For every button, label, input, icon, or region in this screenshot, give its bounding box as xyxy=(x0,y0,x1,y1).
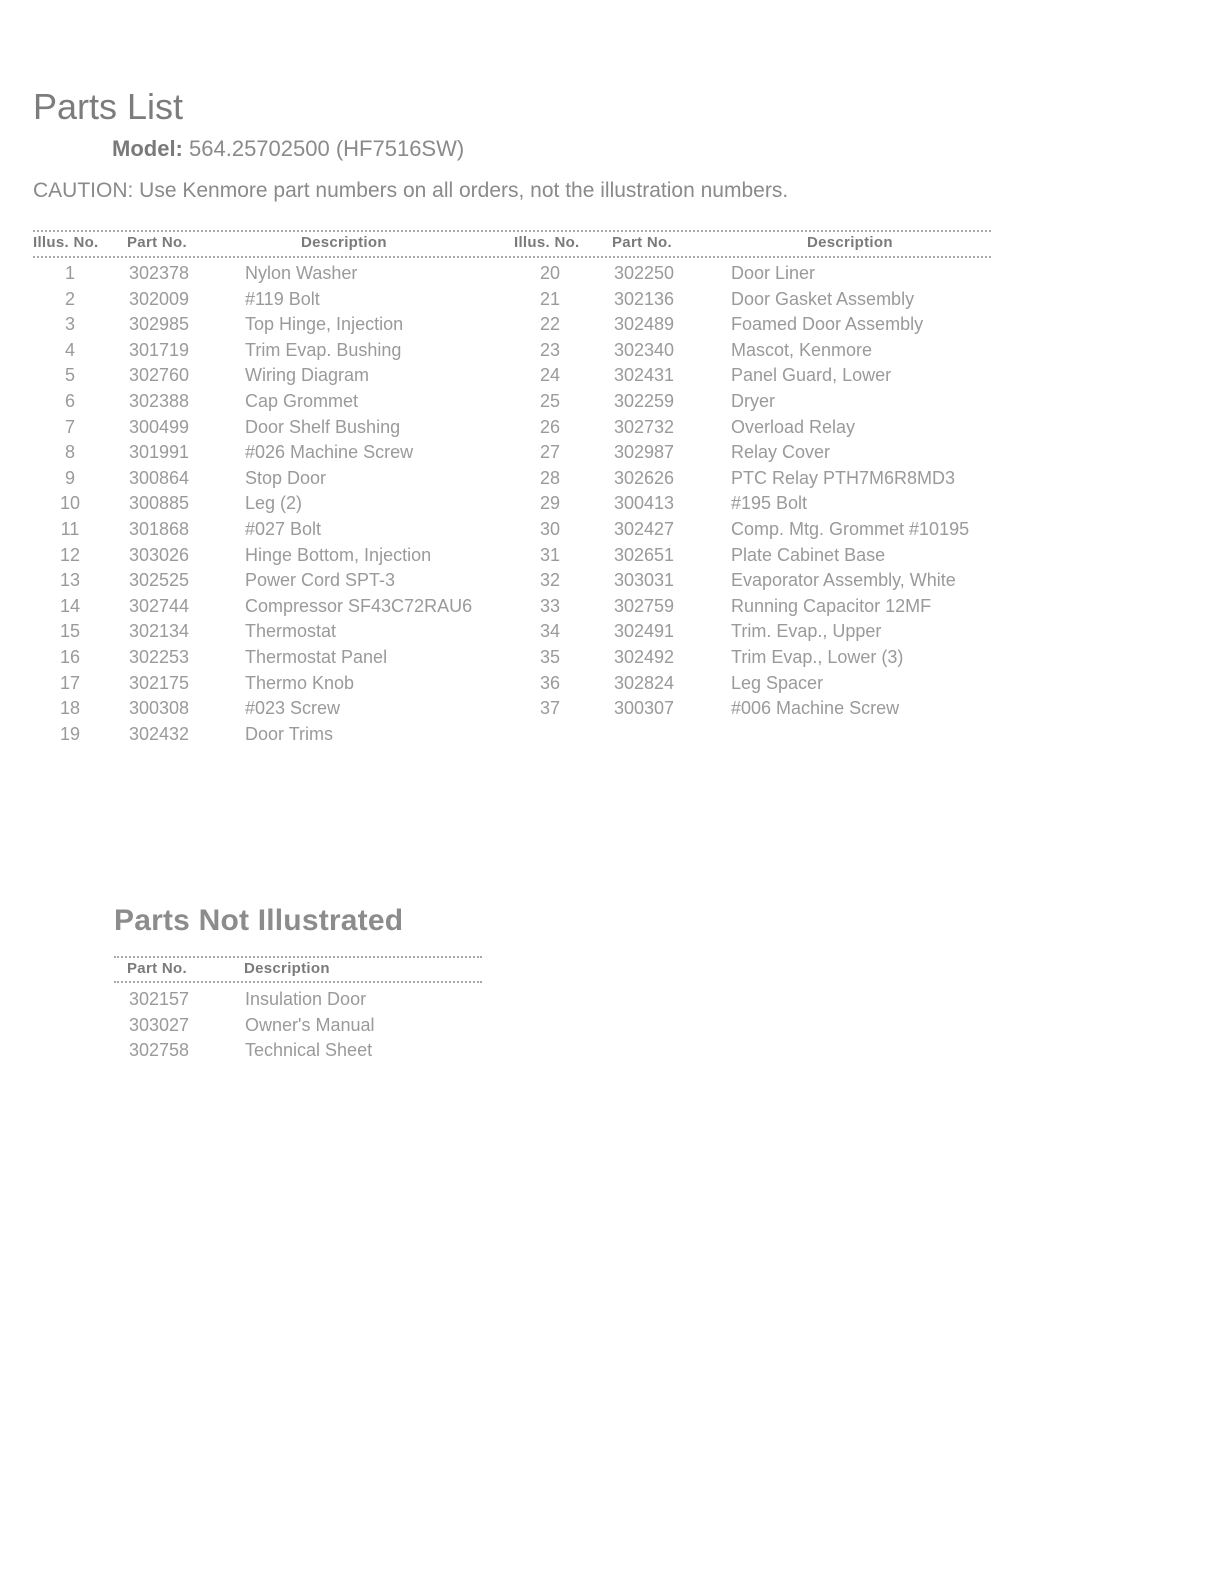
table-cell: 24 xyxy=(539,365,561,386)
table-cell: 30 xyxy=(539,518,561,539)
table-cell: 23 xyxy=(539,339,561,360)
table-cell: 303031 xyxy=(614,570,675,591)
table-cell: 300885 xyxy=(129,493,190,514)
left-description-column xyxy=(245,261,472,747)
table-cell: 34 xyxy=(539,621,561,642)
table-cell: 302253 xyxy=(129,646,190,667)
table-cell: Door Liner xyxy=(731,263,816,283)
header-part-no-right: Part No. xyxy=(612,234,672,251)
table-cell: 303027 xyxy=(129,1014,190,1035)
table-cell: 300307 xyxy=(614,698,675,719)
left-part-column xyxy=(129,261,189,747)
not-illustrated-header-rule xyxy=(114,981,482,983)
not-illustrated-top-rule xyxy=(114,956,482,958)
table-cell: 300308 xyxy=(129,698,190,719)
table-cell: PTC Relay PTH7M6R8MD3 xyxy=(731,467,956,488)
table-cell: 302492 xyxy=(614,646,675,667)
table-cell: 302136 xyxy=(614,288,675,309)
table-header-rule xyxy=(33,256,991,258)
table-cell: 29 xyxy=(539,493,561,514)
table-cell: 302489 xyxy=(614,314,675,335)
table-cell: 302175 xyxy=(129,672,190,693)
table-cell: Door Trims xyxy=(245,723,334,744)
model-number: 564.25702500 (HF7516SW) xyxy=(189,136,465,161)
table-cell: Overload Relay xyxy=(731,416,856,437)
caution-note: CAUTION: Use Kenmore part numbers on all orders, not the illustration numbers. xyxy=(33,179,789,202)
table-cell: 27 xyxy=(539,442,561,463)
table-cell: Leg (2) xyxy=(245,493,303,514)
table-cell: 302388 xyxy=(129,390,190,411)
table-cell: Panel Guard, Lower xyxy=(731,365,892,386)
model-line xyxy=(112,136,464,162)
table-cell: 2 xyxy=(64,288,75,309)
table-cell: 302759 xyxy=(614,595,675,616)
table-cell: 4 xyxy=(64,339,75,360)
table-cell: 35 xyxy=(539,646,561,667)
table-cell: 10 xyxy=(59,493,81,514)
table-cell: 302427 xyxy=(614,518,675,539)
table-cell: 33 xyxy=(539,595,561,616)
table-cell: 3 xyxy=(64,314,75,335)
table-cell: 302651 xyxy=(614,544,675,565)
table-cell: #006 Machine Screw xyxy=(731,698,900,719)
table-cell: Wiring Diagram xyxy=(245,365,370,386)
table-cell: 11 xyxy=(60,518,80,539)
table-cell: 302758 xyxy=(129,1040,190,1061)
table-cell: Mascot, Kenmore xyxy=(731,339,873,360)
not-illustrated-description-column xyxy=(245,987,375,1064)
table-cell: Leg Spacer xyxy=(731,672,824,693)
table-cell: #026 Machine Screw xyxy=(245,442,414,463)
table-cell: 8 xyxy=(64,442,75,463)
table-cell: Power Cord SPT-3 xyxy=(245,570,396,591)
table-cell: 301991 xyxy=(129,442,190,463)
table-cell: Foamed Door Assembly xyxy=(731,314,924,335)
table-cell: 32 xyxy=(539,570,561,591)
header-description-not-illustrated: Description xyxy=(244,960,330,977)
table-cell: #023 Screw xyxy=(245,698,341,719)
right-part-column xyxy=(614,261,674,722)
table-cell: #027 Bolt xyxy=(245,518,322,539)
table-cell: 18 xyxy=(59,698,81,719)
table-cell: 19 xyxy=(59,723,81,744)
table-cell: Evaporator Assembly, White xyxy=(731,570,956,591)
table-cell: 1 xyxy=(64,263,75,283)
table-cell: 302432 xyxy=(129,723,190,744)
not-illustrated-part-column xyxy=(129,987,189,1064)
table-cell: #119 Bolt xyxy=(245,288,320,309)
table-cell: Relay Cover xyxy=(731,442,831,463)
table-cell: 15 xyxy=(59,621,81,642)
header-illus-no-right: Illus. No. xyxy=(514,234,580,251)
table-cell: 302340 xyxy=(614,339,675,360)
table-cell: 12 xyxy=(59,544,81,565)
table-cell: 303026 xyxy=(129,544,190,565)
table-cell: 302157 xyxy=(129,989,190,1009)
table-cell: Door Gasket Assembly xyxy=(731,288,915,309)
table-cell: 9 xyxy=(64,467,75,488)
table-cell: 25 xyxy=(539,390,561,411)
table-cell: 22 xyxy=(539,314,561,335)
table-cell: 302760 xyxy=(129,365,190,386)
table-cell: 302824 xyxy=(614,672,675,693)
table-cell: 6 xyxy=(64,390,75,411)
right-description-column xyxy=(731,261,969,722)
model-label: Model: xyxy=(112,136,183,161)
table-cell: 301719 xyxy=(129,339,190,360)
table-cell: 16 xyxy=(59,646,81,667)
table-cell: 302626 xyxy=(614,467,675,488)
table-cell: Top Hinge, Injection xyxy=(245,314,404,335)
table-cell: 301868 xyxy=(129,518,190,539)
table-cell: 20 xyxy=(539,263,561,283)
table-cell: 28 xyxy=(539,467,561,488)
left-illus-column xyxy=(48,261,92,747)
table-cell: 36 xyxy=(539,672,561,693)
page-title: Parts List xyxy=(33,86,184,127)
table-cell: 302259 xyxy=(614,390,675,411)
table-cell: Comp. Mtg. Grommet #10195 xyxy=(731,518,970,539)
table-cell: 302134 xyxy=(129,621,190,642)
table-cell: 302378 xyxy=(129,263,190,283)
table-cell: 302744 xyxy=(129,595,190,616)
table-cell: 302250 xyxy=(614,263,675,283)
table-cell: 302491 xyxy=(614,621,675,642)
table-cell: Thermostat Panel xyxy=(245,646,388,667)
table-cell: 13 xyxy=(59,570,81,591)
table-cell: Trim Evap., Lower (3) xyxy=(731,646,904,667)
table-cell: Cap Grommet xyxy=(245,390,359,411)
table-cell: 302985 xyxy=(129,314,190,335)
table-cell: 302987 xyxy=(614,442,675,463)
table-cell: 21 xyxy=(539,288,561,309)
header-description-left: Description xyxy=(301,234,387,251)
table-cell: Technical Sheet xyxy=(245,1040,373,1061)
table-cell: 302009 xyxy=(129,288,190,309)
table-cell: 302525 xyxy=(129,570,190,591)
table-cell: Owner's Manual xyxy=(245,1014,375,1035)
table-cell: 37 xyxy=(539,698,561,719)
table-cell: Running Capacitor 12MF xyxy=(731,595,932,616)
table-cell: Nylon Washer xyxy=(245,263,358,283)
table-cell: Stop Door xyxy=(245,467,327,488)
table-cell: Dryer xyxy=(731,390,775,411)
table-cell: Compressor SF43C72RAU6 xyxy=(245,595,473,616)
table-cell: 300499 xyxy=(129,416,190,437)
section-title-not-illustrated: Parts Not Illustrated xyxy=(114,904,404,937)
table-top-rule xyxy=(33,230,991,232)
table-cell: 300413 xyxy=(614,493,675,514)
table-cell: 302431 xyxy=(614,365,675,386)
table-cell: 14 xyxy=(59,595,81,616)
table-cell: Trim. Evap., Upper xyxy=(731,621,882,642)
right-illus-column xyxy=(528,261,572,722)
table-cell: Thermostat xyxy=(245,621,337,642)
table-cell: Insulation Door xyxy=(245,989,367,1009)
table-cell: 7 xyxy=(64,416,75,437)
table-cell: 5 xyxy=(64,365,75,386)
header-part-no-not-illustrated: Part No. xyxy=(127,960,187,977)
table-cell: 300864 xyxy=(129,467,190,488)
table-cell: 26 xyxy=(539,416,561,437)
table-cell: Thermo Knob xyxy=(245,672,355,693)
table-cell: 31 xyxy=(539,544,561,565)
table-cell: 302732 xyxy=(614,416,675,437)
table-cell: Door Shelf Bushing xyxy=(245,416,401,437)
table-cell: 17 xyxy=(59,672,81,693)
table-cell: Trim Evap. Bushing xyxy=(245,339,402,360)
header-description-right: Description xyxy=(807,234,893,251)
table-cell: Plate Cabinet Base xyxy=(731,544,886,565)
table-cell: #195 Bolt xyxy=(731,493,808,514)
table-cell: Hinge Bottom, Injection xyxy=(245,544,432,565)
header-illus-no-left: Illus. No. xyxy=(33,234,99,251)
header-part-no-left: Part No. xyxy=(127,234,187,251)
